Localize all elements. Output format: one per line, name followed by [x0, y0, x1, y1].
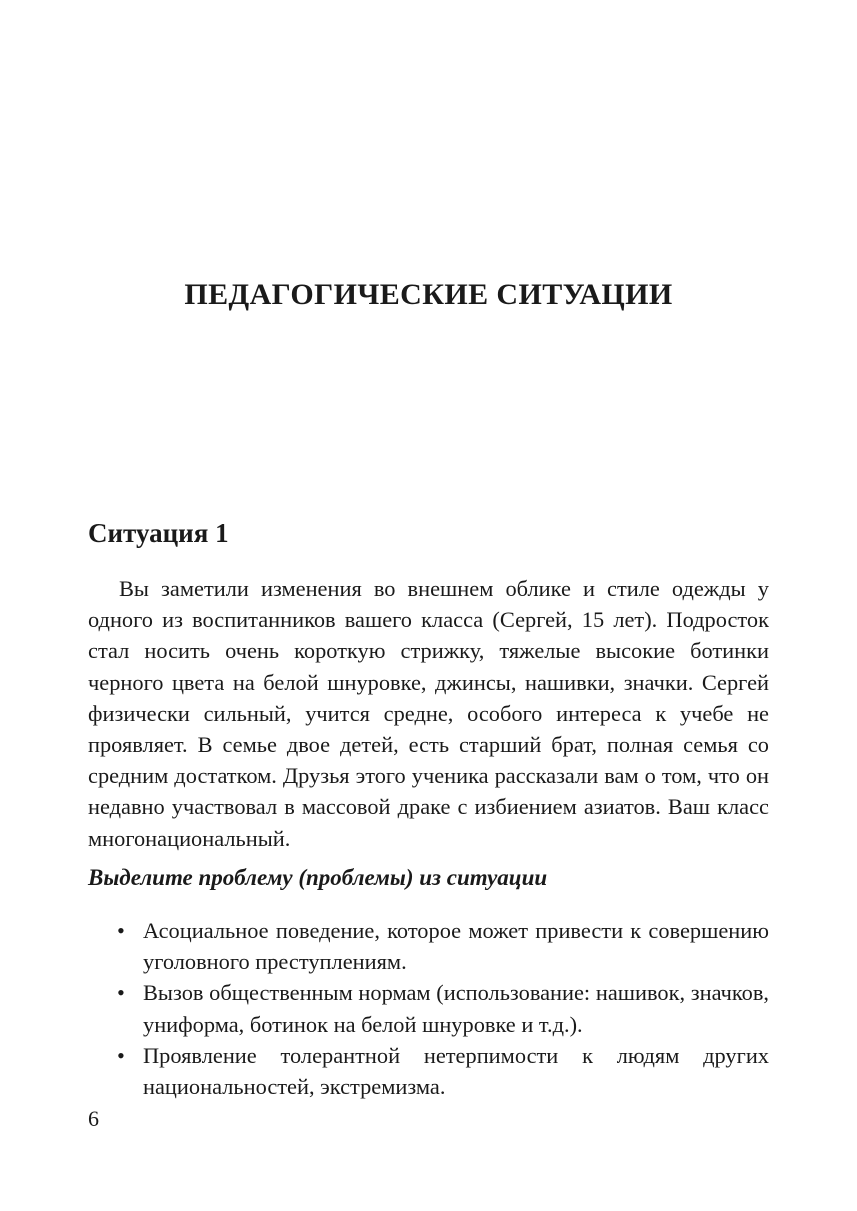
chapter-title: ПЕДАГОГИЧЕСКИЕ СИТУАЦИИ: [184, 278, 673, 311]
bullet-icon: •: [117, 980, 125, 1006]
list-item: [88, 977, 769, 1039]
list-item: [88, 915, 769, 977]
problem-list: [88, 915, 769, 1102]
bullet-icon: •: [117, 918, 125, 943]
list-item-text: Асоциальное поведение, которое может привести к совершению уголовного преступлениям.: [143, 918, 769, 975]
section-heading: Ситуация 1: [88, 518, 229, 548]
page-number: 6: [88, 1106, 99, 1131]
bullet-icon: •: [117, 1042, 125, 1068]
task-heading: Выделите проблему (проблемы) из ситуации: [88, 865, 548, 890]
list-item: [88, 1040, 769, 1102]
situation-paragraph: Вы заметили изменения во внешнем облике и стиле одежды у одного из воспитанников вашего класса (Сергей, 15 лет). Подросток стал носить очень короткую стрижку, тяжелые высокие ботинки черного цвета на белой шнуровке, джинсы, нашивки, значки. Сергей физически сильный, учится средне, особого интереса к учебе не проявляет. В семье двое детей, есть старший брат, полная семья со средним достатком. Друзья этого ученика рассказали вам о том, что он недавно участвовал в массовой драке с избиением азиатов. Ваш класс многонациональный.: [88, 576, 769, 851]
list-item-text: Проявление толерантной нетерпимости к людям других национальностей, экстремизма.: [143, 1042, 769, 1100]
list-item-text: Вызов общественным нормам (использование: нашивок, значков, униформа, ботинок на белой шнуровке и т.д.).: [143, 980, 769, 1037]
